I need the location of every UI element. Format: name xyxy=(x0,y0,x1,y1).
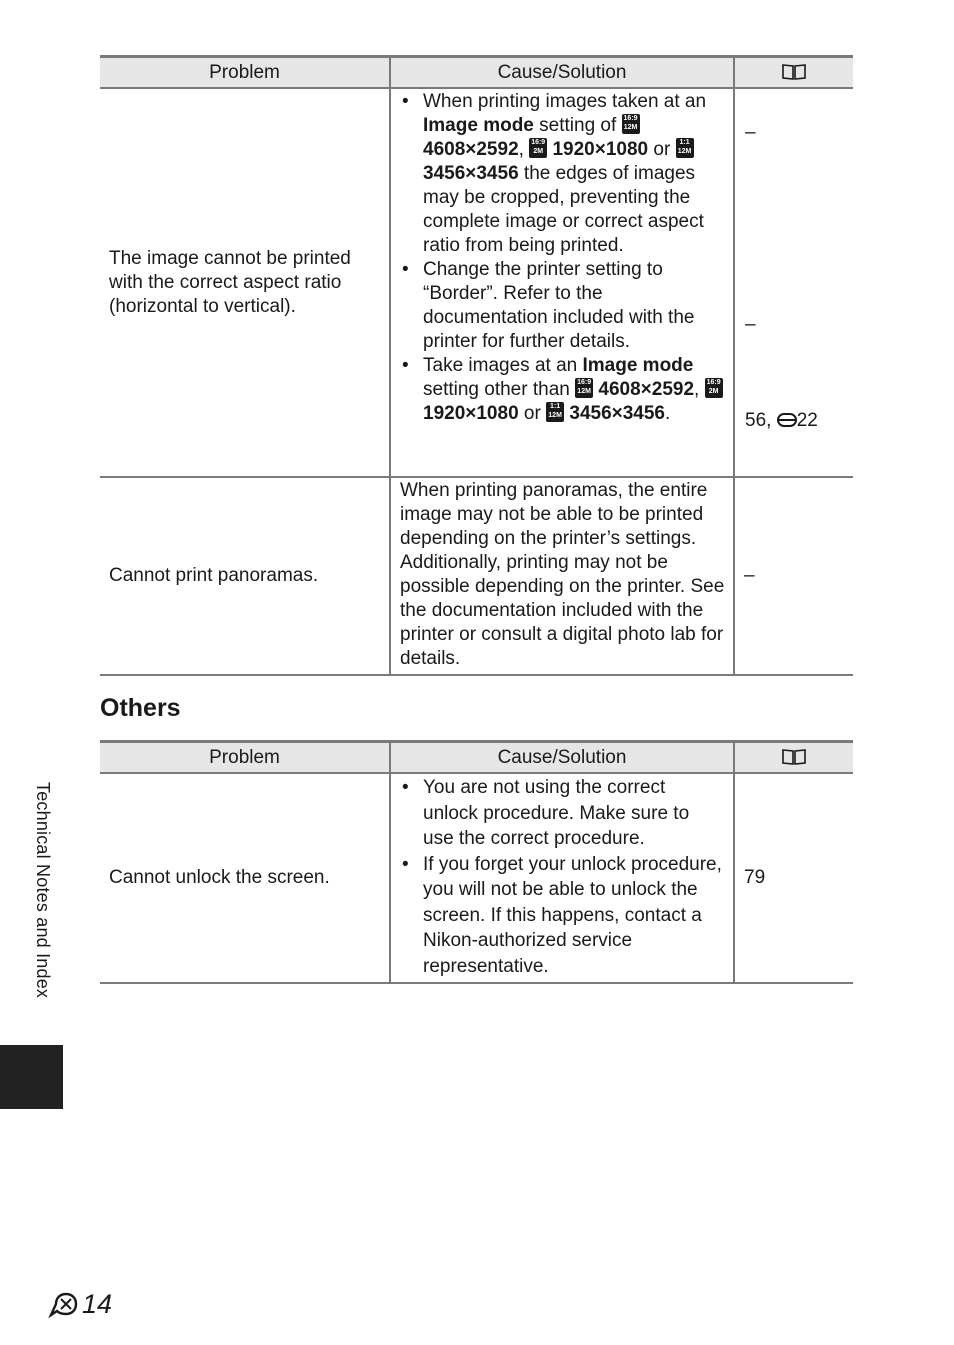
bullet-item: • When printing images taken at an Image mode setting of 16:9 12M 4608×2592, 16:9 2M 1920×1080 or 1:1 12M 3456×3456 the edges of images may be cropped, preventing the complete image or correct aspect ratio from being printed. xyxy=(400,90,725,258)
reference-cell: 79 xyxy=(734,773,853,983)
book-icon xyxy=(781,748,807,766)
table-header-row xyxy=(100,742,853,774)
cause-cell xyxy=(390,88,734,477)
image-mode-16-9-12m-icon: 16:9 12M xyxy=(575,378,593,398)
page-number xyxy=(46,1288,112,1320)
problem-cell: Cannot unlock the screen. xyxy=(100,773,390,983)
reference-cell xyxy=(734,88,853,477)
bullet-list xyxy=(400,90,725,426)
bullet-list xyxy=(400,775,725,979)
side-section-tab xyxy=(0,1045,63,1109)
bullet-item: • You are not using the correct unlock procedure. Make sure to use the correct procedure. xyxy=(400,775,725,852)
image-mode-16-9-2m-icon: 16:9 2M xyxy=(705,378,723,398)
page-number-value: 14 xyxy=(82,1288,113,1319)
section-title: Others xyxy=(100,694,181,722)
bullet-item: • If you forget your unlock procedure, you will not be able to unlock the screen. If this happens, contact a Nikon-authorized service representative. xyxy=(400,852,725,980)
book-icon xyxy=(781,63,807,81)
header-cause-solution: Cause/Solution xyxy=(390,742,734,774)
image-mode-1-1-12m-icon: 1:1 12M xyxy=(676,138,694,158)
header-reference xyxy=(734,742,853,774)
problem-cell: The image cannot be printed with the correct aspect ratio (horizontal to vertical). xyxy=(100,88,390,477)
reference-section-icon xyxy=(777,413,797,427)
troubleshooting-table-others xyxy=(100,740,853,984)
reference-cell: – xyxy=(734,477,853,675)
bullet-item: • Change the printer setting to “Border”. Refer to the documentation included with the printer for further details. xyxy=(400,258,725,354)
reference-value: – xyxy=(745,122,756,143)
header-problem: Problem xyxy=(100,742,390,774)
cause-cell xyxy=(390,773,734,983)
reference-value: – xyxy=(745,314,756,335)
table-row xyxy=(100,477,853,675)
reference-value: 56, 22 xyxy=(745,410,818,431)
problem-cell: Cannot print panoramas. xyxy=(100,477,390,675)
side-section-label: Technical Notes and Index xyxy=(33,782,53,999)
table-row xyxy=(100,88,853,477)
image-mode-16-9-2m-icon: 16:9 2M xyxy=(529,138,547,158)
table-row xyxy=(100,773,853,983)
header-cause-solution: Cause/Solution xyxy=(390,57,734,89)
technical-notes-icon xyxy=(46,1288,80,1320)
cause-cell: When printing panoramas, the entire image may not be able to be printed depending on the printer’s settings. Additionally, printing may not be possible depending on the printer. See the documentation included with the printer or consult a digital photo lab for details. xyxy=(390,477,734,675)
header-reference xyxy=(734,57,853,89)
troubleshooting-table-printing xyxy=(100,55,853,676)
image-mode-16-9-12m-icon: 16:9 12M xyxy=(622,114,640,134)
image-mode-1-1-12m-icon: 1:1 12M xyxy=(546,402,564,422)
table-header-row xyxy=(100,57,853,89)
header-problem: Problem xyxy=(100,57,390,89)
bullet-item: • Take images at an Image mode setting other than 16:9 12M 4608×2592, 16:9 2M 1920×1080 or 1:1 12M 3456×3456. xyxy=(400,354,725,426)
